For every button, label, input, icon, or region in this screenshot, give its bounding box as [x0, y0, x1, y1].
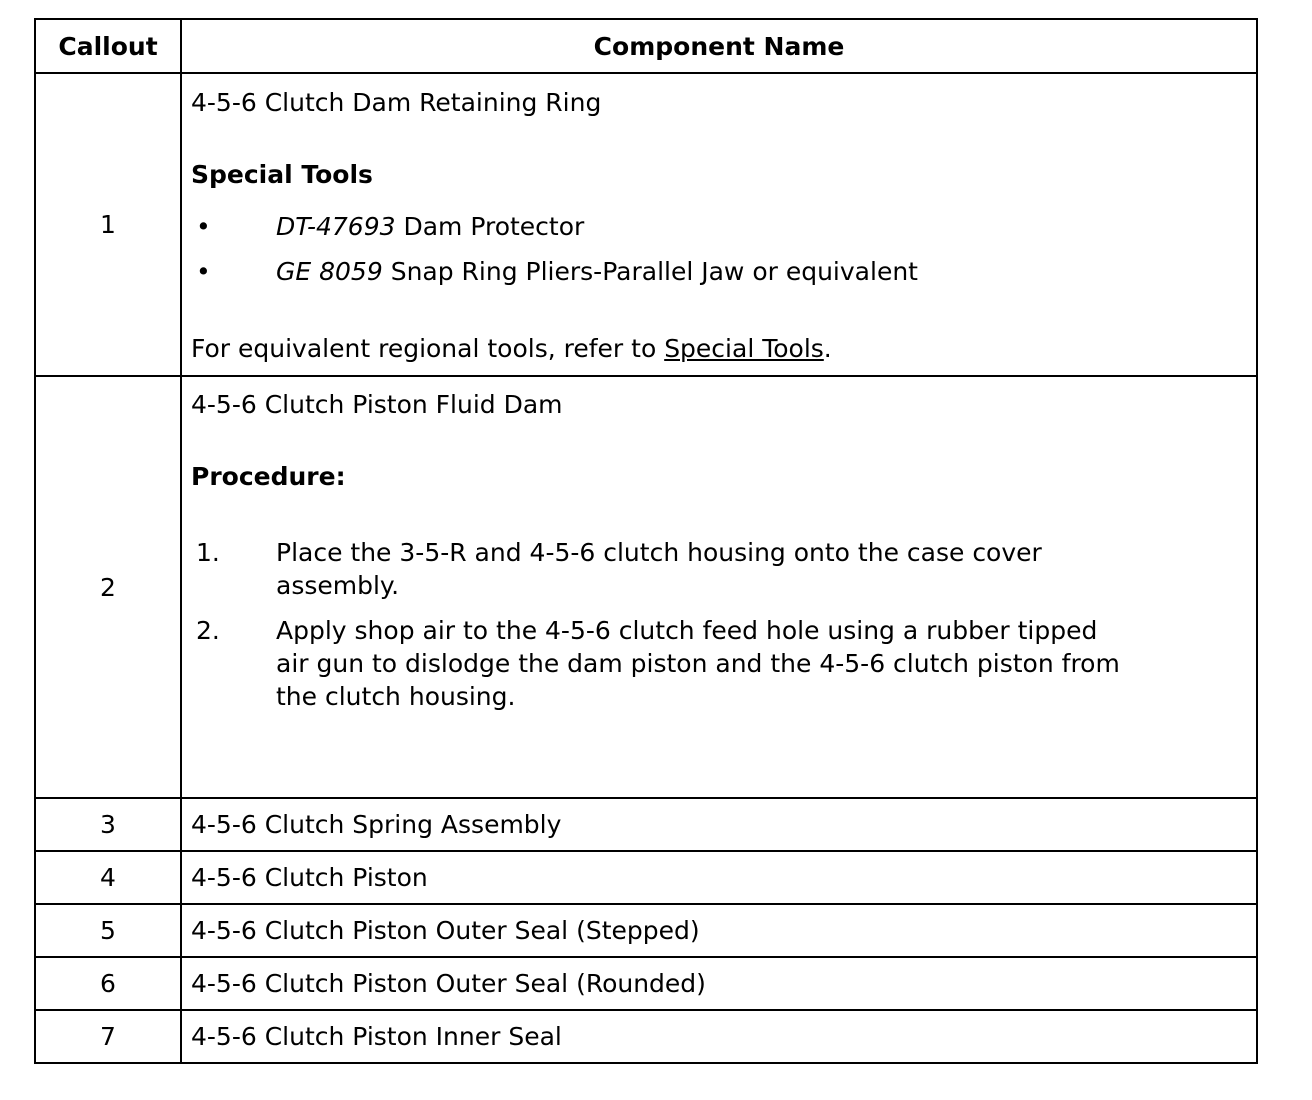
- bullet-icon: •: [196, 257, 211, 286]
- table-row: [35, 851, 1257, 904]
- callout-cell: 5: [35, 904, 181, 957]
- table-header-row: [35, 19, 1257, 73]
- callout-cell: 2: [35, 376, 181, 798]
- tool-code: DT-47693: [276, 212, 396, 241]
- table-row: [35, 798, 1257, 851]
- regional-tools-note: [191, 332, 1256, 365]
- header-callout: Callout: [35, 19, 181, 73]
- section-heading: Special Tools: [191, 160, 373, 189]
- table-row: [35, 1010, 1257, 1063]
- step-text: Place the 3-5-R and 4-5-6 clutch housing onto the case cover assembly.: [276, 538, 1042, 600]
- bullet-icon: •: [196, 212, 211, 241]
- tool-item: [191, 255, 1256, 288]
- special-tools-link[interactable]: Special Tools: [664, 334, 824, 363]
- component-name: 4-5-6 Clutch Piston Inner Seal: [181, 1010, 1257, 1063]
- callout-cell: 7: [35, 1010, 181, 1063]
- table-row: [35, 957, 1257, 1010]
- component-name: 4-5-6 Clutch Piston Outer Seal (Rounded): [181, 957, 1257, 1010]
- component-name: 4-5-6 Clutch Dam Retaining Ring: [191, 88, 602, 117]
- tool-code: GE 8059: [276, 257, 383, 286]
- table-row: [35, 904, 1257, 957]
- component-name: 4-5-6 Clutch Piston Outer Seal (Stepped): [181, 904, 1257, 957]
- procedure-step: [191, 614, 1256, 713]
- callout-cell: 1: [35, 73, 181, 376]
- step-number: 1.: [196, 538, 220, 567]
- component-cell: [181, 73, 1257, 376]
- tool-desc: Dam Protector: [395, 212, 585, 241]
- callout-cell: 4: [35, 851, 181, 904]
- tool-item: [191, 210, 1256, 243]
- table-row: [35, 376, 1257, 798]
- note-text: For equivalent regional tools, refer to: [191, 334, 665, 363]
- step-text: Apply shop air to the 4-5-6 clutch feed hole using a rubber tipped air gun to dislodge the dam piston and the 4-5-6 clutch piston from the clutch housing.: [276, 616, 1120, 711]
- callout-cell: 6: [35, 957, 181, 1010]
- component-table: [34, 18, 1258, 1064]
- header-component-name: Component Name: [181, 19, 1257, 73]
- table-row: [35, 73, 1257, 376]
- section-heading: Procedure:: [191, 462, 346, 491]
- step-number: 2.: [196, 616, 220, 645]
- component-cell: [181, 376, 1257, 798]
- procedure-step: [191, 536, 1256, 602]
- callout-cell: 3: [35, 798, 181, 851]
- note-period: .: [823, 334, 832, 363]
- component-name: 4-5-6 Clutch Piston Fluid Dam: [191, 390, 563, 419]
- component-name: 4-5-6 Clutch Spring Assembly: [181, 798, 1257, 851]
- tool-desc: Snap Ring Pliers-Parallel Jaw or equivalent: [382, 257, 918, 286]
- component-name: 4-5-6 Clutch Piston: [181, 851, 1257, 904]
